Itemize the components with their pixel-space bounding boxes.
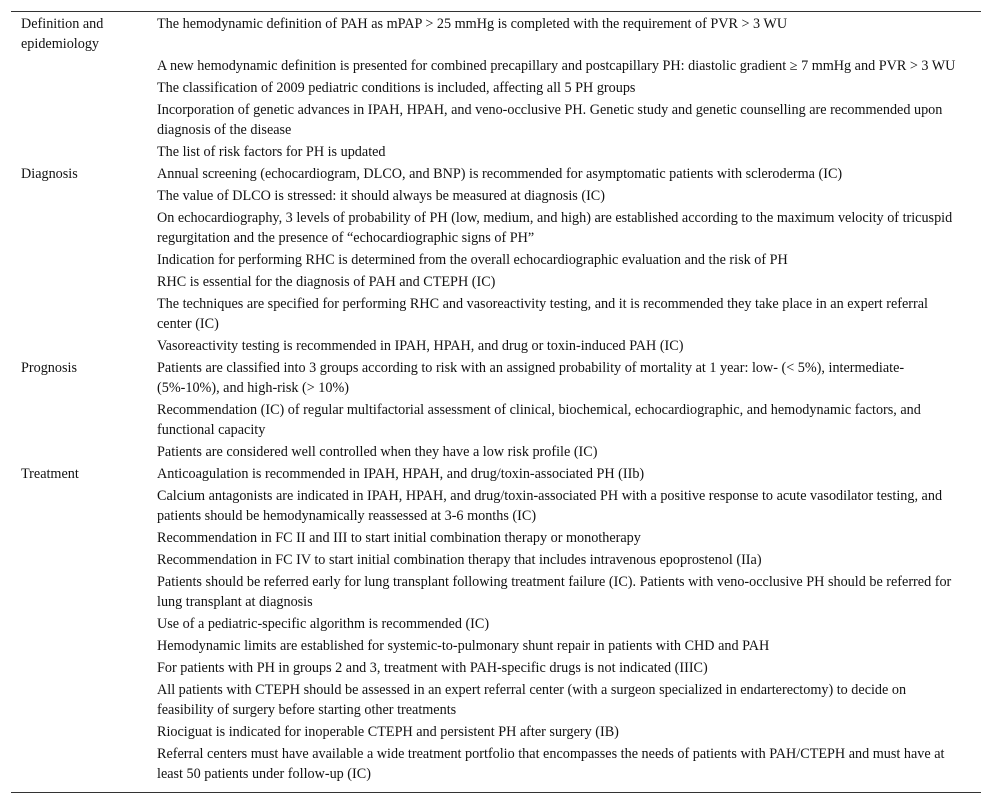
table-row xyxy=(11,658,981,680)
table-row xyxy=(11,550,981,572)
recommendation-text: RHC is essential for the diagnosis of PAH and CTEPH (IC) xyxy=(157,274,496,290)
section-category-empty xyxy=(11,486,147,528)
recommendation-text: Calcium antagonists are indicated in IPAH, HPAH, and drug/toxin-associated PH with a positive response to acute vasodilator testing, and patients should be hemodynamically reassessed at 3-6 months (IC) xyxy=(157,488,943,524)
table-row xyxy=(11,400,981,442)
recommendation-text: Recommendation (IC) of regular multifactorial assessment of clinical, biochemical, echocardiographic, and hemodynamic factors, and functional capacity xyxy=(157,402,921,438)
table-row xyxy=(11,744,981,786)
table-row xyxy=(11,208,981,250)
section-category-empty xyxy=(11,56,147,78)
recommendation-text: The value of DLCO is stressed: it should always be measured at diagnosis (IC) xyxy=(157,188,605,204)
section-category-empty xyxy=(11,250,147,272)
recommendation-text: Recommendation in FC IV to start initial combination therapy that includes intravenous epoprostenol (IIa) xyxy=(157,552,762,568)
section-category: Prognosis xyxy=(21,360,77,376)
table-row xyxy=(11,572,981,614)
recommendation-text: Patients should be referred early for lung transplant following treatment failure (IC). Patients with veno-occlusive PH should be referred for lung transplant at diagnosis xyxy=(157,574,952,610)
table-row xyxy=(11,294,981,336)
section-category-empty xyxy=(11,442,147,464)
table-row xyxy=(11,272,981,294)
section-category-empty xyxy=(11,614,147,636)
table-row xyxy=(11,14,981,56)
section-category-empty xyxy=(11,186,147,208)
section-category-empty xyxy=(11,100,147,142)
table-row xyxy=(11,142,981,164)
table-row xyxy=(11,164,981,186)
table-row xyxy=(11,336,981,358)
table-row xyxy=(11,442,981,464)
section-category: Diagnosis xyxy=(21,166,78,182)
section-category-empty xyxy=(11,78,147,100)
table-row xyxy=(11,528,981,550)
recommendation-text: Recommendation in FC II and III to start initial combination therapy or monotherapy xyxy=(157,530,641,546)
section-category: Definition and epidemiology xyxy=(21,16,104,52)
section-category-empty xyxy=(11,528,147,550)
section-category: Treatment xyxy=(21,466,79,482)
section-category-empty xyxy=(11,400,147,442)
table-row xyxy=(11,358,981,400)
recommendation-text: A new hemodynamic definition is presented for combined precapillary and postcapillary PH: diastolic gradient ≥ 7 mmHg and PVR > 3 WU xyxy=(157,58,956,74)
section-category-empty xyxy=(11,208,147,250)
section-category-empty xyxy=(11,722,147,744)
recommendation-text: On echocardiography, 3 levels of probability of PH (low, medium, and high) are established according to the maximum velocity of tricuspid regurgitation and the presence of “echocardiographic signs of PH” xyxy=(157,210,953,246)
recommendation-text: Patients are classified into 3 groups according to risk with an assigned probability of mortality at 1 year: low- (< 5%), intermediate- (5%-10%), and high-risk (> 10%) xyxy=(157,360,905,396)
table-row xyxy=(11,100,981,142)
table-row xyxy=(11,250,981,272)
section-category-empty xyxy=(11,572,147,614)
table-row xyxy=(11,486,981,528)
recommendation-text: The hemodynamic definition of PAH as mPAP > 25 mmHg is completed with the requirement of PVR > 3 WU xyxy=(157,16,788,32)
recommendation-text: For patients with PH in groups 2 and 3, treatment with PAH-specific drugs is not indicated (IIIC) xyxy=(157,660,708,676)
guidelines-table-container xyxy=(11,11,981,793)
table-row xyxy=(11,722,981,744)
table-body xyxy=(11,14,981,786)
section-category-empty xyxy=(11,550,147,572)
recommendation-text: Use of a pediatric-specific algorithm is recommended (IC) xyxy=(157,616,490,632)
section-category-empty xyxy=(11,336,147,358)
recommendation-text: The classification of 2009 pediatric conditions is included, affecting all 5 PH groups xyxy=(157,80,636,96)
table-row xyxy=(11,56,981,78)
recommendation-text: Hemodynamic limits are established for systemic-to-pulmonary shunt repair in patients with CHD and PAH xyxy=(157,638,770,654)
section-category-empty xyxy=(11,294,147,336)
section-category-empty xyxy=(11,142,147,164)
recommendation-text: Patients are considered well controlled when they have a low risk profile (IC) xyxy=(157,444,598,460)
recommendation-text: Indication for performing RHC is determined from the overall echocardiographic evaluation and the risk of PH xyxy=(157,252,788,268)
guidelines-table xyxy=(11,14,981,786)
recommendation-text: Vasoreactivity testing is recommended in IPAH, HPAH, and drug or toxin-induced PAH (IC) xyxy=(157,338,684,354)
recommendation-text: The techniques are specified for performing RHC and vasoreactivity testing, and it is recommended they take place in an expert referral center (IC) xyxy=(157,296,928,332)
recommendation-text: Riociguat is indicated for inoperable CTEPH and persistent PH after surgery (IB) xyxy=(157,724,619,740)
recommendation-text: Annual screening (echocardiogram, DLCO, and BNP) is recommended for asymptomatic patients with scleroderma (IC) xyxy=(157,166,843,182)
section-category-empty xyxy=(11,658,147,680)
recommendation-text: Incorporation of genetic advances in IPAH, HPAH, and veno-occlusive PH. Genetic study and genetic counselling are recommended upon diagnosis of the disease xyxy=(157,102,943,138)
section-category-empty xyxy=(11,636,147,658)
table-row xyxy=(11,186,981,208)
table-row xyxy=(11,636,981,658)
table-row xyxy=(11,614,981,636)
section-category-empty xyxy=(11,272,147,294)
section-category-empty xyxy=(11,744,147,786)
table-row xyxy=(11,464,981,486)
recommendation-text: All patients with CTEPH should be assessed in an expert referral center (with a surgeon specialized in endarterectomy) to decide on feasibility of surgery before starting other treatments xyxy=(157,682,907,718)
section-category-empty xyxy=(11,680,147,722)
recommendation-text: Referral centers must have available a wide treatment portfolio that encompasses the needs of patients with PAH/CTEPH and must have at least 50 patients under follow-up (IC) xyxy=(157,746,945,782)
recommendation-text: Anticoagulation is recommended in IPAH, HPAH, and drug/toxin-associated PH (IIb) xyxy=(157,466,645,482)
table-row xyxy=(11,680,981,722)
table-row xyxy=(11,78,981,100)
recommendation-text: The list of risk factors for PH is updated xyxy=(157,144,386,160)
